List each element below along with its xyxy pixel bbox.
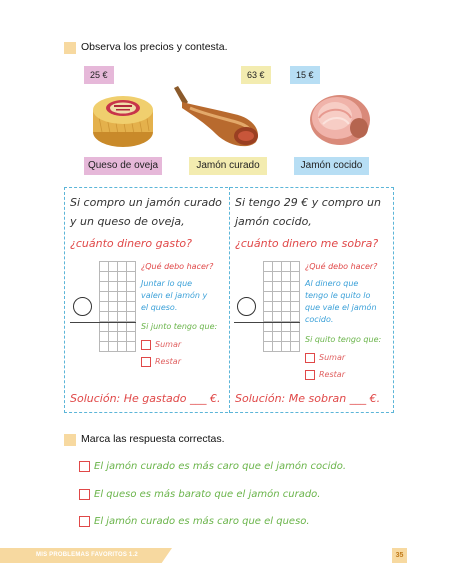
problem-2-operation-circle[interactable]: [237, 297, 256, 316]
price-tag-queso: 25 €: [84, 66, 114, 84]
problem-2-option-sumar[interactable]: Sumar: [305, 352, 345, 363]
statement-3[interactable]: El jamón curado es más caro que el queso.: [79, 514, 310, 528]
page-number: 35: [392, 548, 407, 563]
statement-1[interactable]: El jamón curado es más caro que el jamón cocido.: [79, 459, 346, 473]
section-instruction: Marca las respuesta correctas.: [81, 433, 225, 445]
problem-2-option-restar[interactable]: Restar: [305, 369, 345, 380]
problem-2-result-line: [234, 322, 300, 323]
problem-1-solution[interactable]: Solución: He gastado ___ €.: [70, 392, 221, 405]
problem-1-hint-answer: Juntar lo que valen el jamón y el queso.: [141, 279, 208, 312]
section-bullet: [64, 434, 76, 446]
problem-1-operation-circle[interactable]: [73, 297, 92, 316]
price-tag-jamon-curado: 63 €: [241, 66, 271, 84]
checkbox[interactable]: [79, 461, 90, 472]
jamon-curado-image: [168, 84, 264, 150]
product-label-queso: Queso de oveja: [84, 157, 162, 175]
checkbox[interactable]: [79, 489, 90, 500]
problem-1-hint-statement: Si junto tengo que:: [141, 322, 218, 331]
price-tag-jamon-cocido: 15 €: [290, 66, 320, 84]
checkbox[interactable]: [79, 516, 90, 527]
problem-1-option-restar[interactable]: Restar: [141, 356, 181, 367]
problem-2-hint-statement: Si quito tengo que:: [305, 335, 382, 344]
section-bullet: [64, 42, 76, 54]
checkbox[interactable]: [305, 353, 315, 363]
product-label-jamon-cocido: Jamón cocido: [294, 157, 369, 175]
checkbox[interactable]: [141, 357, 151, 367]
problem-2-question: ¿cuánto dinero me sobra?: [235, 237, 379, 250]
problem-1-statement: Si compro un jamón curado y un queso de oveja,: [70, 196, 222, 228]
problem-1-option-sumar[interactable]: Sumar: [141, 339, 181, 350]
book-title: MIS PROBLEMAS FAVORITOS 1.2: [36, 552, 138, 558]
jamon-cocido-image: [307, 88, 373, 148]
problem-1-hint-question: ¿Qué debo hacer?: [141, 262, 214, 271]
problem-1-result-line: [70, 322, 136, 323]
problem-1-calc-grid[interactable]: [99, 261, 136, 352]
checkbox[interactable]: [305, 370, 315, 380]
problem-2-calc-grid[interactable]: [263, 261, 300, 352]
problem-1-question: ¿cuánto dinero gasto?: [70, 237, 192, 250]
problem-2-statement: Si tengo 29 € y compro un jamón cocido,: [235, 196, 381, 228]
statement-2[interactable]: El queso es más barato que el jamón curado.: [79, 487, 320, 501]
section-instruction: Observa los precios y contesta.: [81, 41, 228, 53]
product-label-jamon-curado: Jamón curado: [189, 157, 267, 175]
checkbox[interactable]: [141, 340, 151, 350]
cheese-image: [90, 92, 156, 150]
problem-2-hint-question: ¿Qué debo hacer?: [305, 262, 378, 271]
problem-2-hint-answer: Al dinero que tengo le quito lo que vale el jamón cocido.: [305, 279, 377, 324]
problem-2-solution[interactable]: Solución: Me sobran ___ €.: [235, 392, 381, 405]
problem-divider: [229, 187, 230, 413]
